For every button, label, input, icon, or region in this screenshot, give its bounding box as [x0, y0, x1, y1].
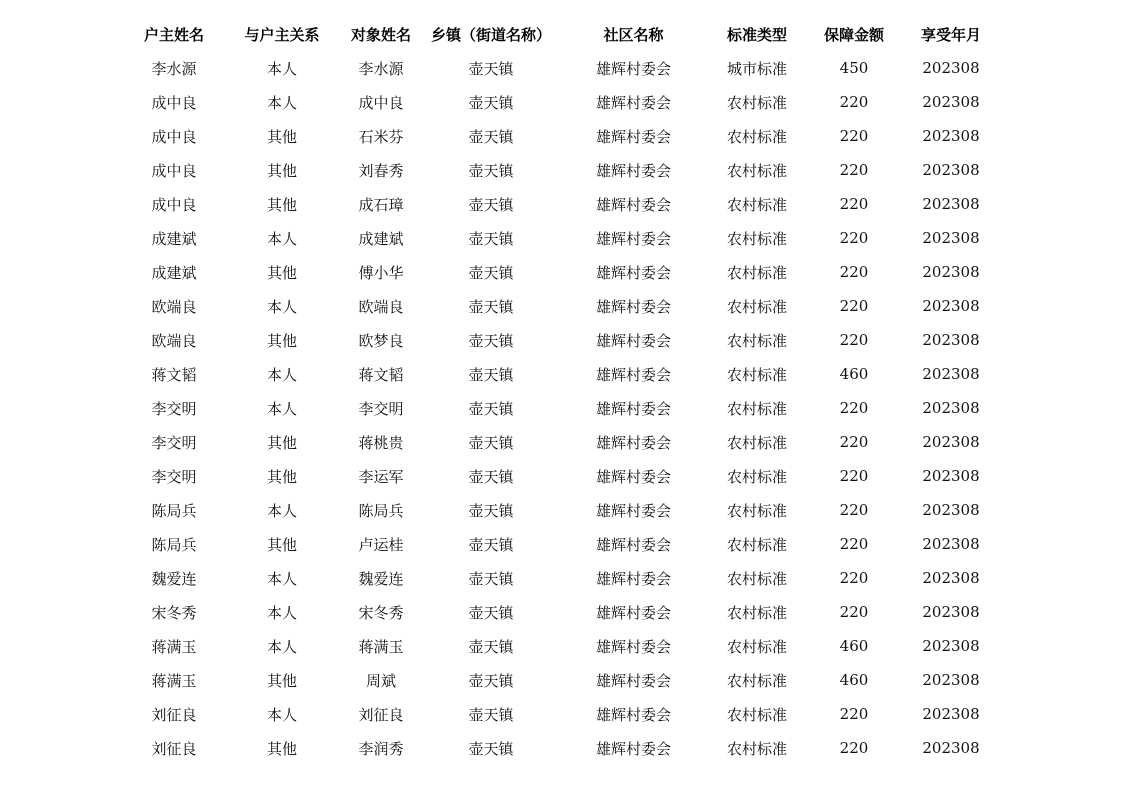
cell-standard-type: 城市标准: [726, 59, 787, 78]
cell-recipient-name: 卢运桂: [358, 535, 404, 554]
cell-community-name: 雄辉村委会: [595, 127, 671, 146]
cell-township: 壶天镇: [468, 467, 514, 486]
cell-community-name: 雄辉村委会: [595, 365, 671, 384]
header-benefit-amount: 保障金额: [823, 25, 884, 44]
cell-relationship: 本人: [266, 705, 297, 724]
cell-community-name: 雄辉村委会: [595, 399, 671, 418]
cell-benefit-amount: 220: [839, 569, 869, 587]
cell-household-head-name: 刘征良: [151, 739, 197, 758]
cell-benefit-month: 202308: [922, 569, 980, 587]
cell-recipient-name: 李润秀: [358, 739, 404, 758]
cell-benefit-month: 202308: [922, 637, 980, 655]
cell-benefit-amount: 460: [839, 671, 869, 689]
cell-recipient-name: 李水源: [358, 59, 404, 78]
cell-household-head-name: 刘征良: [151, 705, 197, 724]
cell-township: 壶天镇: [468, 93, 514, 112]
table-row: [120, 391, 997, 425]
cell-standard-type: 农村标准: [726, 603, 787, 622]
table-row: [120, 357, 997, 391]
cell-benefit-amount: 220: [839, 297, 869, 315]
cell-benefit-amount: 220: [839, 93, 869, 111]
table-row: [120, 493, 997, 527]
table-row: [120, 51, 997, 85]
cell-recipient-name: 成建斌: [358, 229, 404, 248]
table-row: [120, 289, 997, 323]
cell-recipient-name: 周斌: [365, 671, 396, 690]
cell-standard-type: 农村标准: [726, 501, 787, 520]
cell-standard-type: 农村标准: [726, 161, 787, 180]
cell-relationship: 其他: [266, 127, 297, 146]
cell-standard-type: 农村标准: [726, 331, 787, 350]
cell-community-name: 雄辉村委会: [595, 297, 671, 316]
cell-community-name: 雄辉村委会: [595, 535, 671, 554]
cell-recipient-name: 蒋文韬: [358, 365, 404, 384]
header-benefit-month: 享受年月: [920, 25, 981, 44]
cell-community-name: 雄辉村委会: [595, 603, 671, 622]
table-row: [120, 697, 997, 731]
cell-relationship: 本人: [266, 365, 297, 384]
cell-benefit-amount: 220: [839, 705, 869, 723]
cell-recipient-name: 石米芬: [358, 127, 404, 146]
cell-recipient-name: 蒋桃贵: [358, 433, 404, 452]
cell-standard-type: 农村标准: [726, 569, 787, 588]
cell-township: 壶天镇: [468, 671, 514, 690]
cell-benefit-amount: 220: [839, 739, 869, 757]
table-row: [120, 187, 997, 221]
cell-household-head-name: 成建斌: [151, 263, 197, 282]
cell-recipient-name: 成中良: [358, 93, 404, 112]
cell-standard-type: 农村标准: [726, 535, 787, 554]
cell-community-name: 雄辉村委会: [595, 161, 671, 180]
cell-standard-type: 农村标准: [726, 93, 787, 112]
cell-community-name: 雄辉村委会: [595, 59, 671, 78]
cell-community-name: 雄辉村委会: [595, 93, 671, 112]
cell-standard-type: 农村标准: [726, 195, 787, 214]
cell-benefit-month: 202308: [922, 433, 980, 451]
cell-community-name: 雄辉村委会: [595, 569, 671, 588]
cell-benefit-month: 202308: [922, 93, 980, 111]
cell-relationship: 其他: [266, 739, 297, 758]
cell-standard-type: 农村标准: [726, 127, 787, 146]
cell-standard-type: 农村标准: [726, 263, 787, 282]
cell-relationship: 其他: [266, 433, 297, 452]
cell-benefit-month: 202308: [922, 603, 980, 621]
cell-benefit-amount: 220: [839, 263, 869, 281]
cell-relationship: 本人: [266, 297, 297, 316]
cell-standard-type: 农村标准: [726, 433, 787, 452]
cell-benefit-month: 202308: [922, 195, 980, 213]
cell-township: 壶天镇: [468, 739, 514, 758]
cell-relationship: 本人: [266, 59, 297, 78]
cell-relationship: 本人: [266, 637, 297, 656]
cell-standard-type: 农村标准: [726, 739, 787, 758]
cell-benefit-amount: 220: [839, 433, 869, 451]
cell-recipient-name: 欧端良: [358, 297, 404, 316]
cell-benefit-amount: 220: [839, 501, 869, 519]
table-row: [120, 425, 997, 459]
cell-benefit-month: 202308: [922, 467, 980, 485]
cell-relationship: 其他: [266, 161, 297, 180]
cell-township: 壶天镇: [468, 195, 514, 214]
cell-community-name: 雄辉村委会: [595, 501, 671, 520]
header-community-name: 社区名称: [603, 25, 664, 44]
cell-benefit-month: 202308: [922, 705, 980, 723]
cell-relationship: 其他: [266, 671, 297, 690]
cell-community-name: 雄辉村委会: [595, 195, 671, 214]
cell-recipient-name: 蒋满玉: [358, 637, 404, 656]
cell-township: 壶天镇: [468, 603, 514, 622]
cell-township: 壶天镇: [468, 59, 514, 78]
cell-township: 壶天镇: [468, 127, 514, 146]
table-row: [120, 731, 997, 765]
cell-benefit-month: 202308: [922, 331, 980, 349]
cell-township: 壶天镇: [468, 433, 514, 452]
header-recipient-name: 对象姓名: [350, 25, 411, 44]
cell-benefit-amount: 220: [839, 127, 869, 145]
table-row: [120, 663, 997, 697]
cell-township: 壶天镇: [468, 263, 514, 282]
cell-household-head-name: 李交明: [151, 399, 197, 418]
cell-benefit-amount: 460: [839, 637, 869, 655]
cell-household-head-name: 欧端良: [151, 331, 197, 350]
cell-household-head-name: 蒋满玉: [151, 637, 197, 656]
table-row: [120, 255, 997, 289]
cell-benefit-amount: 220: [839, 161, 869, 179]
table-row: [120, 221, 997, 255]
table-row: [120, 153, 997, 187]
table-row: [120, 595, 997, 629]
cell-relationship: 其他: [266, 263, 297, 282]
cell-relationship: 本人: [266, 501, 297, 520]
cell-standard-type: 农村标准: [726, 467, 787, 486]
cell-household-head-name: 成中良: [151, 127, 197, 146]
cell-benefit-month: 202308: [922, 365, 980, 383]
cell-benefit-month: 202308: [922, 399, 980, 417]
cell-household-head-name: 陈局兵: [151, 501, 197, 520]
cell-recipient-name: 宋冬秀: [358, 603, 404, 622]
cell-benefit-amount: 220: [839, 535, 869, 553]
header-household-head-name: 户主姓名: [143, 25, 204, 44]
cell-township: 壶天镇: [468, 501, 514, 520]
cell-standard-type: 农村标准: [726, 637, 787, 656]
cell-household-head-name: 蒋文韬: [151, 365, 197, 384]
cell-township: 壶天镇: [468, 569, 514, 588]
cell-household-head-name: 成建斌: [151, 229, 197, 248]
cell-township: 壶天镇: [468, 365, 514, 384]
cell-relationship: 本人: [266, 603, 297, 622]
cell-community-name: 雄辉村委会: [595, 229, 671, 248]
cell-recipient-name: 李运军: [358, 467, 404, 486]
subsidy-roster-table: [120, 17, 997, 765]
cell-township: 壶天镇: [468, 705, 514, 724]
cell-relationship: 其他: [266, 331, 297, 350]
cell-benefit-month: 202308: [922, 671, 980, 689]
cell-township: 壶天镇: [468, 297, 514, 316]
cell-standard-type: 农村标准: [726, 229, 787, 248]
cell-recipient-name: 魏爱连: [358, 569, 404, 588]
cell-household-head-name: 李交明: [151, 467, 197, 486]
cell-township: 壶天镇: [468, 161, 514, 180]
cell-benefit-amount: 220: [839, 229, 869, 247]
table-row: [120, 527, 997, 561]
cell-community-name: 雄辉村委会: [595, 705, 671, 724]
cell-benefit-month: 202308: [922, 535, 980, 553]
header-standard-type: 标准类型: [726, 25, 787, 44]
cell-relationship: 本人: [266, 569, 297, 588]
cell-benefit-month: 202308: [922, 229, 980, 247]
table-body: [120, 51, 997, 765]
cell-community-name: 雄辉村委会: [595, 739, 671, 758]
cell-township: 壶天镇: [468, 535, 514, 554]
header-row: [120, 17, 997, 51]
table-row: [120, 119, 997, 153]
cell-recipient-name: 陈局兵: [358, 501, 404, 520]
cell-standard-type: 农村标准: [726, 365, 787, 384]
cell-household-head-name: 成中良: [151, 161, 197, 180]
cell-household-head-name: 宋冬秀: [151, 603, 197, 622]
table-row: [120, 629, 997, 663]
cell-benefit-amount: 460: [839, 365, 869, 383]
cell-relationship: 本人: [266, 399, 297, 418]
cell-township: 壶天镇: [468, 399, 514, 418]
cell-benefit-month: 202308: [922, 59, 980, 77]
cell-household-head-name: 魏爱连: [151, 569, 197, 588]
cell-benefit-month: 202308: [922, 161, 980, 179]
cell-recipient-name: 刘征良: [358, 705, 404, 724]
cell-benefit-month: 202308: [922, 263, 980, 281]
cell-recipient-name: 傅小华: [358, 263, 404, 282]
header-relationship: 与户主关系: [244, 25, 320, 44]
cell-community-name: 雄辉村委会: [595, 433, 671, 452]
cell-relationship: 其他: [266, 195, 297, 214]
cell-township: 壶天镇: [468, 637, 514, 656]
cell-household-head-name: 李交明: [151, 433, 197, 452]
cell-community-name: 雄辉村委会: [595, 263, 671, 282]
cell-community-name: 雄辉村委会: [595, 671, 671, 690]
cell-standard-type: 农村标准: [726, 297, 787, 316]
cell-relationship: 本人: [266, 229, 297, 248]
cell-benefit-amount: 220: [839, 603, 869, 621]
cell-benefit-amount: 220: [839, 195, 869, 213]
cell-household-head-name: 李水源: [151, 59, 197, 78]
table-row: [120, 85, 997, 119]
cell-benefit-month: 202308: [922, 739, 980, 757]
cell-benefit-amount: 450: [839, 59, 869, 77]
header-township: 乡镇（街道名称）: [430, 25, 551, 44]
cell-community-name: 雄辉村委会: [595, 467, 671, 486]
cell-benefit-amount: 220: [839, 399, 869, 417]
table-row: [120, 323, 997, 357]
cell-relationship: 其他: [266, 535, 297, 554]
cell-relationship: 本人: [266, 93, 297, 112]
cell-household-head-name: 欧端良: [151, 297, 197, 316]
cell-benefit-amount: 220: [839, 331, 869, 349]
cell-recipient-name: 欧梦良: [358, 331, 404, 350]
cell-household-head-name: 蒋满玉: [151, 671, 197, 690]
cell-household-head-name: 成中良: [151, 195, 197, 214]
cell-recipient-name: 李交明: [358, 399, 404, 418]
cell-benefit-amount: 220: [839, 467, 869, 485]
table-header: [120, 17, 997, 51]
cell-benefit-month: 202308: [922, 297, 980, 315]
cell-household-head-name: 成中良: [151, 93, 197, 112]
cell-recipient-name: 刘春秀: [358, 161, 404, 180]
cell-benefit-month: 202308: [922, 127, 980, 145]
cell-township: 壶天镇: [468, 331, 514, 350]
cell-community-name: 雄辉村委会: [595, 331, 671, 350]
cell-relationship: 其他: [266, 467, 297, 486]
cell-standard-type: 农村标准: [726, 399, 787, 418]
cell-benefit-month: 202308: [922, 501, 980, 519]
cell-standard-type: 农村标准: [726, 705, 787, 724]
cell-township: 壶天镇: [468, 229, 514, 248]
cell-standard-type: 农村标准: [726, 671, 787, 690]
cell-household-head-name: 陈局兵: [151, 535, 197, 554]
table-row: [120, 459, 997, 493]
cell-recipient-name: 成石璋: [358, 195, 404, 214]
cell-community-name: 雄辉村委会: [595, 637, 671, 656]
table-row: [120, 561, 997, 595]
